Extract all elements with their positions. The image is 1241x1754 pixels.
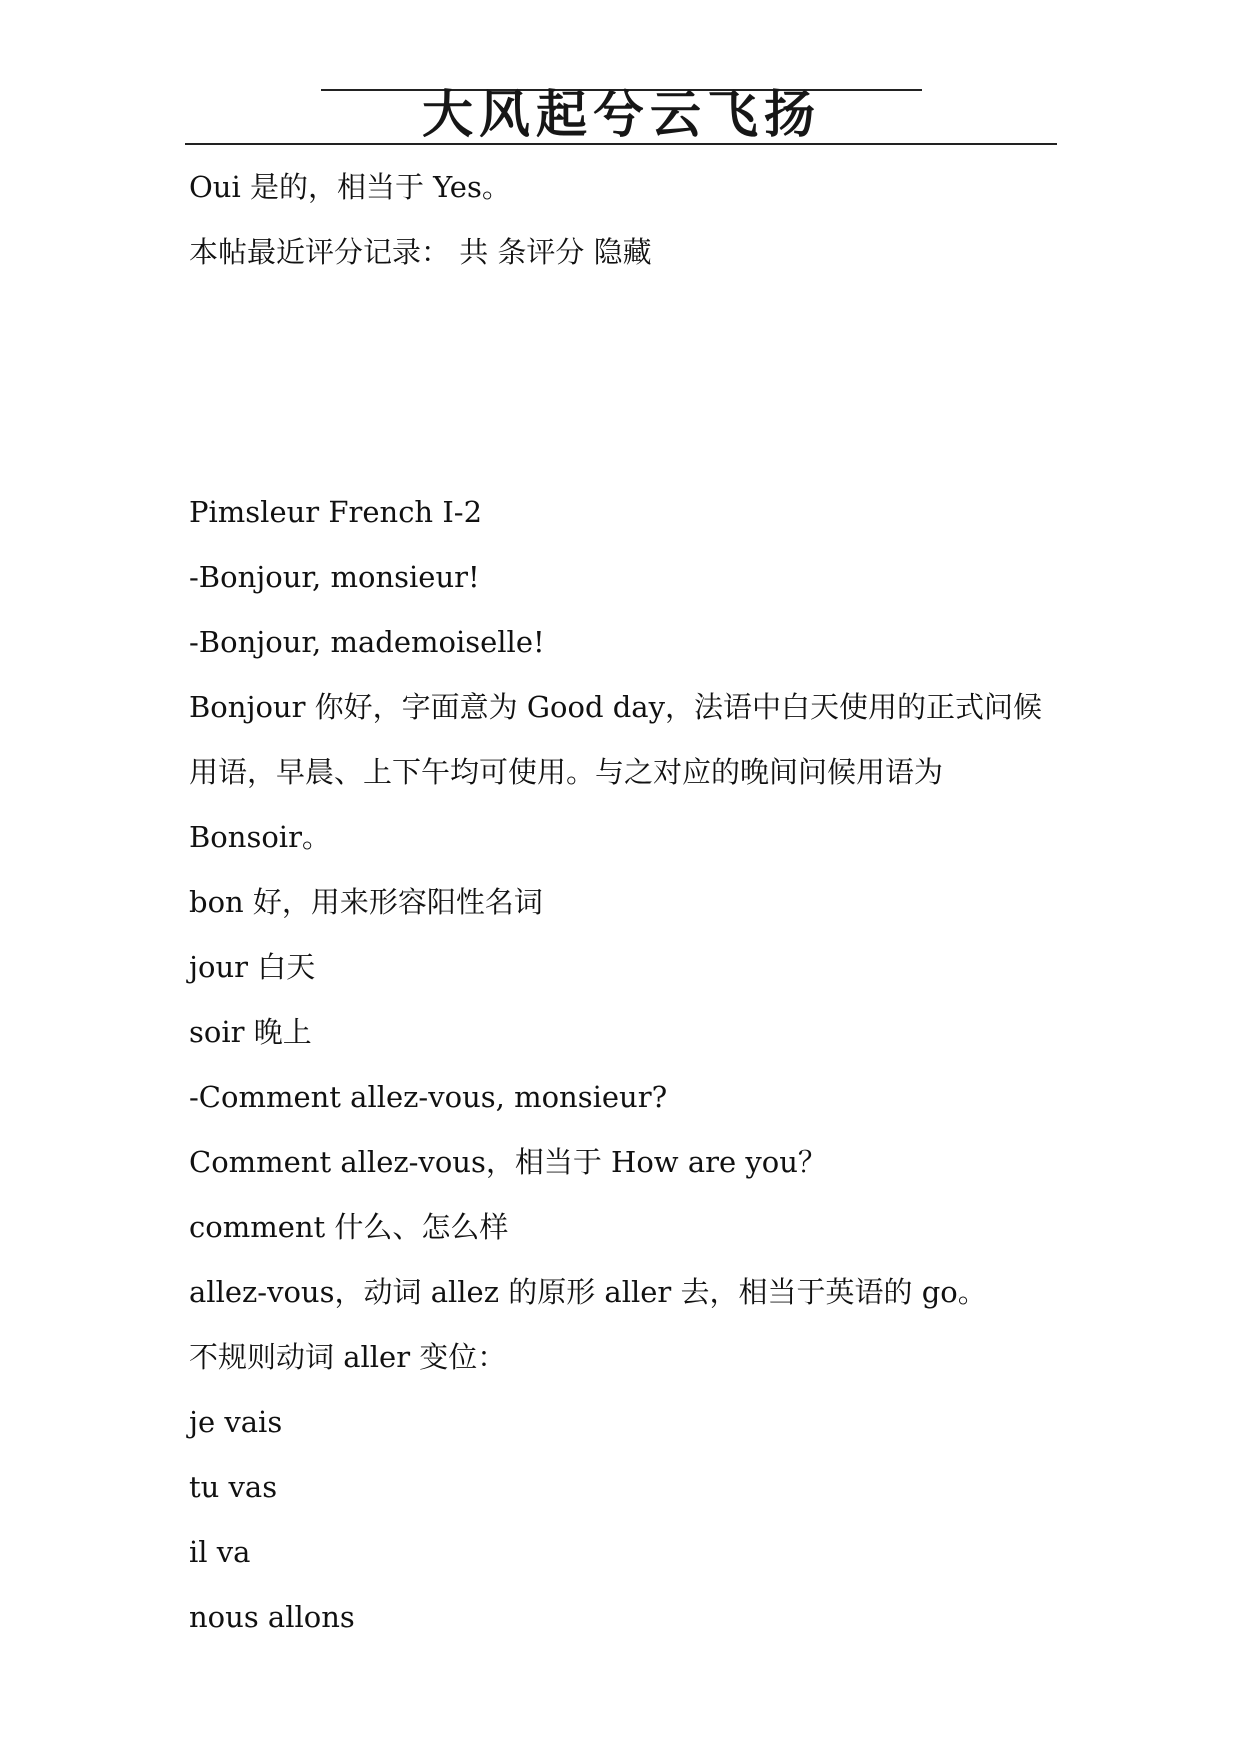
vocab-line: comment 什么、怎么样: [189, 1210, 509, 1244]
rating-record-line: 本帖最近评分记录： 共 条评分 隐藏: [189, 235, 652, 269]
vocab-line: jour 白天: [189, 950, 316, 984]
vocab-line: soir 晚上: [189, 1015, 312, 1049]
text-line: Oui 是的，相当于 Yes。: [189, 170, 511, 204]
document-body: [189, 155, 1054, 1650]
header-bottom-rule: [185, 143, 1057, 145]
header-title: 大风起兮云飞扬: [421, 86, 821, 145]
bonjour-explanation: Bonjour 你好，字面意为 Good day，法语中白天使用的正式问候用语，早晨、上下午均可使用。与之对应的晚间问候用语为 Bonsoir。: [189, 690, 1042, 854]
dialogue-line: -Bonjour, mademoiselle!: [189, 625, 545, 659]
conjugation-line: je vais: [189, 1405, 283, 1439]
blank-gap: [189, 285, 1054, 480]
conjugation-heading: 不规则动词 aller 变位：: [189, 1340, 507, 1374]
explanation-line: allez-vous，动词 allez 的原形 aller 去，相当于英语的 go。: [189, 1275, 987, 1309]
vocab-line: bon 好，用来形容阳性名词: [189, 885, 543, 919]
dialogue-line: -Comment allez-vous, monsieur?: [189, 1080, 668, 1114]
dialogue-line: -Bonjour, monsieur!: [189, 560, 480, 594]
conjugation-line: nous allons: [189, 1600, 355, 1634]
page-header: [0, 0, 1241, 150]
conjugation-line: tu vas: [189, 1470, 278, 1504]
explanation-line: Comment allez-vous，相当于 How are you？: [189, 1145, 827, 1179]
conjugation-line: il va: [189, 1535, 251, 1569]
lesson-title: Pimsleur French I-2: [189, 495, 483, 529]
